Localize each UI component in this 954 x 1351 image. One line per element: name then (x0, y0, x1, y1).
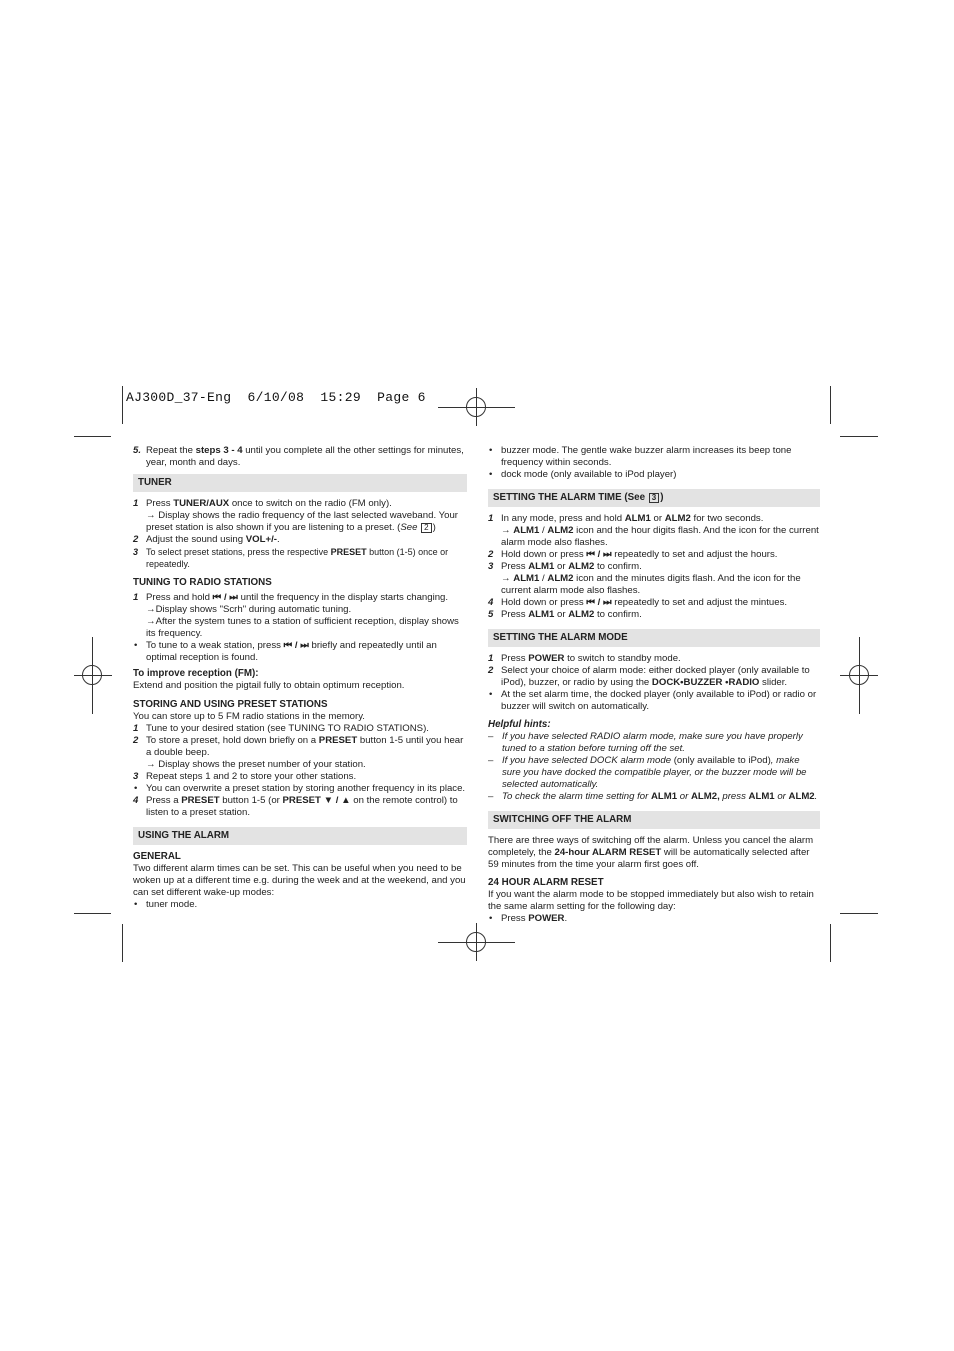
settime-step-1: 1 In any mode, press and hold ALM1 or ALM2 for two seconds. (488, 513, 764, 524)
crop-mark-top-left-v (122, 386, 123, 424)
crop-mark-bottom-right-v (830, 924, 831, 962)
mode-bullet-tuner: • tuner mode. (134, 899, 198, 910)
general-heading: GENERAL (133, 851, 181, 862)
section-set-time-heading: SETTING THE ALARM TIME (See 3 ) (488, 489, 820, 507)
settime-step-2: 2 Hold down or press ⏮ / ⏭ repeatedly to set and adjust the hours. (488, 549, 778, 560)
hint-2: – If you have selected DOCK alarm mode (only available to iPod), make sure you have docked the compatible player, or the buzzer mode will be selected automatically. (488, 755, 807, 790)
hint-3: – To check the alarm time setting for ALM1 or ALM2, press ALM1 or ALM2. (488, 791, 818, 802)
tuning-heading: TUNING TO RADIO STATIONS (133, 577, 272, 588)
tuning-step-1: 1 Press and hold ⏮ / ⏭ until the frequency in the display starts changing. (133, 592, 449, 603)
tuning-result-1: →Display shows "Scrh" during automatic tuning. (146, 604, 352, 615)
alarm-reset-bullet: • Press POWER. (489, 913, 568, 924)
helpful-hints-heading: Helpful hints: (488, 719, 551, 730)
settime-step-1-result: → ALM1 / ALM2 icon and the hour digits flash. And the icon for the current alarm mode also flashes. (501, 525, 819, 548)
presets-step-1: 1 Tune to your desired station (see TUNING TO RADIO STATIONS). (133, 723, 429, 734)
presets-step-2-result: → Display shows the preset number of your station. (146, 759, 366, 770)
tuner-step-1-result: → Display shows the radio frequency of the last selected waveband. Your preset station is also shown if you are listening to a preset. (See 2 ) (146, 510, 458, 533)
printer-slug: AJ300D_37-Eng 6/10/08 15:29 Page 6 (126, 390, 426, 405)
section-set-mode-heading: SETTING THE ALARM MODE (488, 629, 820, 647)
hint-1: – If you have selected RADIO alarm mode, make sure you have properly tuned to a station before turning off the set. (488, 731, 803, 754)
improve-text: Extend and position the pigtail fully to obtain optimum reception. (133, 680, 405, 691)
section-alarm-heading: USING THE ALARM (133, 827, 467, 845)
tuning-result-2: →After the system tunes to a station of sufficient reception, display shows its frequency. (146, 616, 459, 639)
mode-bullet-dock: • dock mode (only available to iPod player) (489, 469, 677, 480)
switchoff-text: There are three ways of switching off the alarm. Unless you cancel the alarm completely, the 24-hour ALARM RESET will be automatically selected after 59 minutes from the time your alarm first goes off. (488, 835, 814, 870)
tuner-step-3: 3 To select preset stations, press the respective PRESET button (1-5) once or repeatedly. (133, 547, 449, 569)
tuner-step-1: 1 Press TUNER/AUX once to switch on the radio (FM only). (133, 498, 392, 509)
setmode-step-1: 1 Press POWER to switch to standby mode. (488, 653, 681, 664)
presets-heading: STORING AND USING PRESET STATIONS (133, 699, 328, 710)
crop-mark-top-left (74, 436, 111, 437)
right-column (488, 445, 820, 925)
crop-mark-top-right-v (830, 386, 831, 424)
presets-step-3: 3 Repeat steps 1 and 2 to store your other stations. (133, 771, 357, 782)
section-switch-off-heading: SWITCHING OFF THE ALARM (488, 811, 820, 829)
presets-intro: You can store up to 5 FM radio stations in the memory. (133, 711, 365, 722)
settime-step-4: 4 Hold down or press ⏮ / ⏭ repeatedly to set and adjust the mintues. (488, 597, 788, 608)
presets-bullet: • You can overwrite a preset station by storing another frequency in its place. (134, 783, 466, 794)
tuner-step-2: 2 Adjust the sound using VOL+/-. (133, 534, 280, 545)
left-column (133, 445, 467, 911)
section-tuner-heading: TUNER (133, 474, 467, 492)
alarm-reset-heading: 24 HOUR ALARM RESET (488, 877, 604, 888)
tuning-bullet: • To tune to a weak station, press ⏮ / ⏭ briefly and repeatedly until an optimal reception is found. (134, 640, 437, 663)
step-5: 5. Repeat the steps 3 - 4 until you complete all the other settings for minutes, year, month and days. (133, 445, 464, 468)
presets-step-4: 4 Press a PRESET button 1-5 (or PRESET ▼ / ▲ on the remote control) to listen to a preset station. (133, 795, 458, 818)
crop-mark-bottom-left-v (122, 924, 123, 962)
improve-heading: To improve reception (FM): (133, 668, 259, 679)
setmode-step-2: 2 Select your choice of alarm mode: either docked player (only available to iPod), buzzer, or radio by using the DOCK•BUZZER •RADIO slider. (488, 665, 810, 688)
settime-step-3-result: → ALM1 / ALM2 icon and the minutes digits flash. And the icon for the current alarm mode also flashes. (501, 573, 801, 596)
presets-step-2: 2 To store a preset, hold down briefly on a PRESET button 1-5 until you hear a double beep. (133, 735, 464, 758)
crop-mark-bottom-right (840, 913, 878, 914)
mode-bullet-buzzer: • buzzer mode. The gentle wake buzzer alarm increases its beep tone frequency within seconds. (489, 445, 792, 468)
settime-step-5: 5 Press ALM1 or ALM2 to confirm. (488, 609, 642, 620)
setmode-bullet: • At the set alarm time, the docked player (only available to iPod) or radio or buzzer will switch on automatically. (489, 689, 817, 712)
alarm-reset-text: If you want the alarm mode to be stopped immediately but also wish to retain the same alarm setting for the following day: (488, 889, 814, 912)
crop-mark-top-right (840, 436, 878, 437)
general-text: Two different alarm times can be set. This can be useful when you need to be woken up at a different time e.g. during the week and at the weekend, and you can set different wake-up modes: (133, 863, 466, 898)
settime-step-3: 3 Press ALM1 or ALM2 to confirm. (488, 561, 642, 572)
crop-mark-bottom-left (74, 913, 111, 914)
